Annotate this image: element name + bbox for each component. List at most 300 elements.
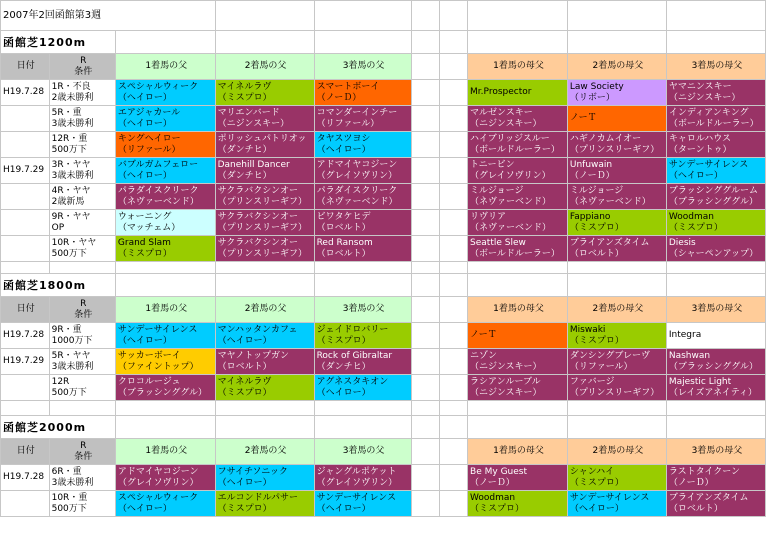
damsire-name: ファバージ <box>569 376 615 387</box>
empty-cell[interactable] <box>215 1 314 31</box>
header-damsire-label: 3着馬の母父 <box>691 61 743 71</box>
sire-cell-3 <box>314 465 411 491</box>
damsire-cell-2 <box>567 210 666 236</box>
sire-line: （ネヴァーベンド） <box>117 196 199 207</box>
damsire-line: （ボールドルーラー） <box>470 248 560 259</box>
race-date <box>1 491 50 517</box>
sire-line: （ヘイロー） <box>117 503 172 514</box>
empty-cell[interactable] <box>439 375 467 401</box>
result-row <box>1 465 766 491</box>
empty-cell[interactable] <box>1 401 50 416</box>
empty-cell[interactable] <box>439 132 467 158</box>
result-row <box>1 210 766 236</box>
empty-cell[interactable] <box>468 401 568 416</box>
sire-line: （マッチェム） <box>117 222 181 233</box>
empty-cell[interactable] <box>411 401 439 416</box>
damsire-name: ミルジョージ <box>470 185 524 196</box>
damsire-cell-1 <box>468 375 568 401</box>
damsire-cell-2 <box>567 349 666 375</box>
sire-cell-3 <box>314 349 411 375</box>
section-title <box>1 31 116 54</box>
empty-cell[interactable] <box>411 106 439 132</box>
section-title <box>1 416 116 439</box>
damsire-line: （ネヴァーベンド） <box>470 196 551 207</box>
empty-cell[interactable] <box>411 210 439 236</box>
header-date-label: 日付 <box>16 61 35 71</box>
empty-cell[interactable] <box>411 80 439 106</box>
damsire-cell-3 <box>666 323 765 349</box>
race-condition <box>49 80 115 106</box>
header-condition-label: 条件 <box>74 451 93 462</box>
sire-name: バブルガムフェロー <box>117 159 199 170</box>
header-sire-label: 2着馬の父 <box>244 304 287 314</box>
empty-cell[interactable] <box>314 262 411 274</box>
sire-line: （ネヴァーベンド） <box>316 196 398 207</box>
damsire-cell-1 <box>468 236 568 262</box>
header-row <box>1 54 766 80</box>
empty-cell[interactable] <box>439 297 467 323</box>
result-row <box>1 323 766 349</box>
empty-cell[interactable] <box>411 158 439 184</box>
header-damsire-3 <box>666 297 765 323</box>
damsire-name: マルゼンスキー <box>470 107 533 118</box>
sire-name: スペシャルウィーク <box>117 492 199 503</box>
sire-line: （ダンチヒ） <box>217 170 272 181</box>
damsire-line: （ノーＤ） <box>569 170 615 181</box>
empty-cell[interactable] <box>468 274 568 297</box>
sire-cell-1 <box>115 106 215 132</box>
header-sire-2 <box>215 297 314 323</box>
header-damsire-1 <box>468 439 568 465</box>
race-class: 3歳未勝利 <box>51 477 94 488</box>
sire-line: （ヘイロー） <box>217 477 272 488</box>
header-damsire-label: 2着馬の母父 <box>592 446 644 456</box>
empty-cell[interactable] <box>411 132 439 158</box>
empty-cell[interactable] <box>567 401 666 416</box>
sire-name: アグネスタキオン <box>316 376 389 387</box>
sire-cell-2 <box>215 323 314 349</box>
header-damsire-3 <box>666 54 765 80</box>
sire-cell-3 <box>314 106 411 132</box>
race-date <box>1 323 50 349</box>
sire-name: Rock of Gibraltar <box>316 350 393 361</box>
damsire-line: （ネヴァーベンド） <box>569 196 651 207</box>
empty-cell[interactable] <box>439 80 467 106</box>
sire-name: アドマイヤコジーン <box>316 159 398 170</box>
empty-cell[interactable] <box>215 416 314 439</box>
header-sire-2 <box>215 54 314 80</box>
sheet-body <box>1 1 766 517</box>
damsire-cell-3 <box>666 106 765 132</box>
race-date-text: H19.7.28 <box>3 87 45 97</box>
sire-cell-1 <box>115 236 215 262</box>
header-sire-3 <box>314 439 411 465</box>
sire-name: フサイチソニック <box>217 466 288 477</box>
sire-cell-3 <box>314 323 411 349</box>
damsire-cell-3 <box>666 465 765 491</box>
race-condition <box>49 465 115 491</box>
sire-cell-3 <box>314 184 411 210</box>
sire-line: （ミスプロ） <box>217 92 272 103</box>
race-class: 3歳未勝利 <box>51 361 94 372</box>
sire-line: （ヘイロー） <box>117 335 172 346</box>
sire-cell-1 <box>115 132 215 158</box>
sire-name: スペシャルウィーク <box>117 81 199 92</box>
sire-cell-2 <box>215 375 314 401</box>
damsire-cell-1 <box>468 491 568 517</box>
race-date <box>1 158 50 184</box>
empty-cell[interactable] <box>411 1 439 31</box>
race-date <box>1 132 50 158</box>
damsire-name: トニービン <box>470 159 515 170</box>
empty-cell[interactable] <box>567 274 666 297</box>
race-class: 500万下 <box>51 387 87 398</box>
sire-name: マヤノトップガン <box>217 350 290 361</box>
empty-cell[interactable] <box>468 262 568 274</box>
header-race <box>49 54 115 80</box>
header-damsire-3 <box>666 439 765 465</box>
sire-cell-1 <box>115 80 215 106</box>
section-title-row <box>1 31 766 54</box>
empty-cell[interactable] <box>567 416 666 439</box>
damsire-cell-1 <box>468 80 568 106</box>
empty-cell[interactable] <box>439 210 467 236</box>
header-condition-label: 条件 <box>74 66 93 77</box>
sire-line: （リファール） <box>117 144 181 155</box>
empty-cell[interactable] <box>411 323 439 349</box>
header-date-label: 日付 <box>16 304 35 314</box>
sire-line: （グレイソヴリン） <box>316 170 398 181</box>
header-date-label: 日付 <box>16 446 35 456</box>
header-damsire-label: 2着馬の母父 <box>592 304 644 314</box>
empty-cell[interactable] <box>439 349 467 375</box>
empty-cell[interactable] <box>666 262 765 274</box>
sire-line: （プリンスリーギフ） <box>217 222 307 233</box>
sire-name: サクラバクシンオー <box>217 237 299 248</box>
header-date <box>1 439 50 465</box>
race-class: OP <box>51 222 65 233</box>
sire-cell-1 <box>115 184 215 210</box>
empty-cell[interactable] <box>439 491 467 517</box>
sheet-title: 2007年2回函館第3週 <box>1 1 216 31</box>
empty-cell[interactable] <box>439 31 467 54</box>
race-date <box>1 80 50 106</box>
damsire-cell-3 <box>666 80 765 106</box>
empty-cell[interactable] <box>439 416 467 439</box>
result-row <box>1 491 766 517</box>
empty-cell[interactable] <box>314 401 411 416</box>
empty-cell[interactable] <box>666 274 765 297</box>
header-race-label: R <box>80 298 87 309</box>
sire-line: （ヘイロー） <box>316 503 371 514</box>
empty-cell[interactable] <box>567 1 666 31</box>
sire-name: パラダイスクリーク <box>117 185 199 196</box>
damsire-cell-2 <box>567 132 666 158</box>
damsire-line: （ミスプロ） <box>569 477 624 488</box>
sire-name: ビワタケヒデ <box>316 211 371 222</box>
empty-cell[interactable] <box>468 1 568 31</box>
damsire-line: （シャーペンアップ） <box>668 248 759 259</box>
sire-cell-3 <box>314 491 411 517</box>
damsire-name: Woodman <box>470 492 516 503</box>
sire-line: （リファール） <box>316 118 380 129</box>
race-number-going: 4R・ヤヤ <box>51 185 91 196</box>
header-damsire-label: 3着馬の母父 <box>691 304 743 314</box>
empty-cell[interactable] <box>411 262 439 274</box>
damsire-name: ダンシングブレーヴ <box>569 350 650 361</box>
empty-cell[interactable] <box>314 274 411 297</box>
damsire-line: （ニジンスキー） <box>470 361 542 372</box>
empty-cell[interactable] <box>468 416 568 439</box>
empty-cell[interactable] <box>115 262 215 274</box>
damsire-cell-2 <box>567 375 666 401</box>
section-title <box>1 274 116 297</box>
damsire-line: （レイズアネイティ） <box>668 387 758 398</box>
damsire-name: ハギノカムイオー <box>569 133 642 144</box>
empty-cell[interactable] <box>666 1 765 31</box>
damsire-cell-1 <box>468 132 568 158</box>
sire-name: クロコルージュ <box>117 376 181 387</box>
empty-cell[interactable] <box>411 439 439 465</box>
sire-line: （グレイソヴリン） <box>316 477 398 488</box>
empty-cell[interactable] <box>49 262 115 274</box>
header-row <box>1 439 766 465</box>
sire-line: （ヘイロー） <box>217 335 272 346</box>
race-number-going: 6R・重 <box>51 466 82 477</box>
race-number-going: 12R <box>51 376 70 387</box>
empty-cell[interactable] <box>439 1 467 31</box>
sire-cell-3 <box>314 80 411 106</box>
sire-cell-2 <box>215 184 314 210</box>
header-damsire-label: 2着馬の母父 <box>592 61 644 71</box>
header-sire-3 <box>314 297 411 323</box>
result-row <box>1 184 766 210</box>
sire-name: タヤスツヨシ <box>316 133 371 144</box>
sire-line: （ロベルト） <box>217 361 272 372</box>
damsire-cell-3 <box>666 132 765 158</box>
damsire-line: （ロベルト） <box>569 248 624 259</box>
sire-cell-2 <box>215 491 314 517</box>
spacer-row <box>1 262 766 274</box>
empty-cell[interactable] <box>115 401 215 416</box>
damsire-line: （リボー） <box>569 92 615 103</box>
empty-cell[interactable] <box>411 297 439 323</box>
damsire-name: Law Society <box>569 81 624 92</box>
header-damsire-1 <box>468 54 568 80</box>
damsire-name: ノーＴ <box>569 113 597 123</box>
empty-cell[interactable] <box>215 31 314 54</box>
sire-cell-2 <box>215 106 314 132</box>
race-date <box>1 375 50 401</box>
damsire-cell-2 <box>567 491 666 517</box>
damsire-line: （ネヴァーベンド） <box>470 222 551 233</box>
empty-cell[interactable] <box>468 31 568 54</box>
empty-cell[interactable] <box>115 274 215 297</box>
header-sire-1 <box>115 297 215 323</box>
spacer-row <box>1 401 766 416</box>
sire-line: （ヘイロー） <box>117 170 172 181</box>
damsire-name: Seattle Slew <box>470 237 526 248</box>
damsire-name: Nashwan <box>668 350 711 361</box>
empty-cell[interactable] <box>115 416 215 439</box>
race-date-text: H19.7.29 <box>3 165 45 175</box>
sire-line: （ノーＤ） <box>316 92 362 103</box>
damsire-name: Mr.Prospector <box>470 87 532 97</box>
header-sire-2 <box>215 439 314 465</box>
damsire-cell-1 <box>468 210 568 236</box>
damsire-cell-1 <box>468 323 568 349</box>
empty-cell[interactable] <box>49 401 115 416</box>
damsire-name: ラシアンルーブル <box>470 376 541 387</box>
empty-cell[interactable] <box>411 184 439 210</box>
damsire-name: Integra <box>668 330 702 340</box>
damsire-name: Fappiano <box>569 211 611 222</box>
damsire-line: （ロベルト） <box>668 503 723 514</box>
sire-name: マリエンバード <box>217 107 280 118</box>
race-number-going: 1R・不良 <box>51 81 91 92</box>
sire-line: （ヘイロー） <box>316 144 371 155</box>
header-date <box>1 297 50 323</box>
empty-cell[interactable] <box>314 416 411 439</box>
empty-cell[interactable] <box>666 31 765 54</box>
sire-line: （ヘイロー） <box>316 387 371 398</box>
race-date <box>1 349 50 375</box>
header-damsire-label: 1着馬の母父 <box>493 61 544 71</box>
empty-cell[interactable] <box>411 491 439 517</box>
race-date <box>1 106 50 132</box>
empty-cell[interactable] <box>439 274 467 297</box>
empty-cell[interactable] <box>411 416 439 439</box>
header-sire-3 <box>314 54 411 80</box>
sire-line: （ファイントップ） <box>117 361 199 372</box>
damsire-line: （プリンスリーギフ） <box>569 387 660 398</box>
header-damsire-2 <box>567 297 666 323</box>
damsire-cell-3 <box>666 349 765 375</box>
sire-name: マイネルラヴ <box>217 376 272 387</box>
section-title-row <box>1 416 766 439</box>
race-class: 1000万下 <box>51 335 93 346</box>
sire-line: （ニジンスキー） <box>217 118 290 129</box>
header-row <box>1 297 766 323</box>
sire-line: （ヘイロー） <box>117 92 172 103</box>
empty-cell[interactable] <box>439 323 467 349</box>
race-condition <box>49 158 115 184</box>
empty-cell[interactable] <box>411 236 439 262</box>
empty-cell[interactable] <box>439 236 467 262</box>
empty-cell[interactable] <box>411 31 439 54</box>
damsire-line: （ニジンスキー） <box>470 387 542 398</box>
empty-cell[interactable] <box>439 158 467 184</box>
race-condition <box>49 210 115 236</box>
empty-cell[interactable] <box>666 401 765 416</box>
header-sire-label: 3着馬の父 <box>342 304 385 314</box>
empty-cell[interactable] <box>439 401 467 416</box>
result-row <box>1 80 766 106</box>
damsire-line: （ノーＤ） <box>668 477 714 488</box>
damsire-cell-2 <box>567 236 666 262</box>
race-condition <box>49 323 115 349</box>
result-row <box>1 236 766 262</box>
damsire-cell-2 <box>567 158 666 184</box>
empty-cell[interactable] <box>411 54 439 80</box>
empty-cell[interactable] <box>215 401 314 416</box>
damsire-name: Majestic Light <box>668 376 732 387</box>
race-date <box>1 210 50 236</box>
empty-cell[interactable] <box>439 465 467 491</box>
race-date-text: H19.7.28 <box>3 472 45 482</box>
empty-cell[interactable] <box>1 262 50 274</box>
race-condition <box>49 236 115 262</box>
empty-cell[interactable] <box>567 31 666 54</box>
damsire-line: （ボールドルーラー） <box>470 144 560 155</box>
empty-cell[interactable] <box>439 184 467 210</box>
damsire-name: Woodman <box>668 211 714 222</box>
empty-cell[interactable] <box>314 31 411 54</box>
damsire-cell-3 <box>666 210 765 236</box>
sire-name: ジェイドロバリー <box>316 324 389 335</box>
result-row <box>1 158 766 184</box>
race-number-going: 5R・ヤヤ <box>51 350 91 361</box>
empty-cell[interactable] <box>215 274 314 297</box>
damsire-name: サンデーサイレンス <box>569 492 650 503</box>
sire-cell-2 <box>215 465 314 491</box>
empty-cell[interactable] <box>314 1 411 31</box>
race-number-going: 10R・ヤヤ <box>51 237 97 248</box>
empty-cell[interactable] <box>411 375 439 401</box>
header-sire-label: 1着馬の父 <box>145 304 188 314</box>
race-number-going: 9R・重 <box>51 324 82 335</box>
damsire-name: ラストタイクーン <box>668 466 741 477</box>
empty-cell[interactable] <box>411 465 439 491</box>
section-title-text: 函館芝2000m <box>3 420 87 434</box>
damsire-name: ニゾン <box>470 350 498 361</box>
empty-cell[interactable] <box>439 262 467 274</box>
empty-cell[interactable] <box>666 416 765 439</box>
race-condition <box>49 491 115 517</box>
sire-name: Grand Slam <box>117 237 171 248</box>
empty-cell[interactable] <box>439 439 467 465</box>
header-sire-label: 2着馬の父 <box>244 446 287 456</box>
sire-name: ウォーニング <box>117 211 172 222</box>
sire-name: サンデーサイレンス <box>316 492 396 503</box>
section-title-row <box>1 274 766 297</box>
sire-name: スマートボーイ <box>316 81 380 92</box>
damsire-line: （ミスプロ） <box>668 222 723 233</box>
damsire-line: （ボールドルーラー） <box>668 118 759 129</box>
empty-cell[interactable] <box>411 274 439 297</box>
sire-line: （プリンスリーギフ） <box>217 196 307 207</box>
result-row <box>1 349 766 375</box>
empty-cell[interactable] <box>411 349 439 375</box>
damsire-line: （グレイソヴリン） <box>470 170 551 181</box>
damsire-name: ブライアンズタイム <box>668 492 749 503</box>
empty-cell[interactable] <box>115 31 215 54</box>
damsire-cell-1 <box>468 465 568 491</box>
empty-cell[interactable] <box>439 54 467 80</box>
header-damsire-1 <box>468 297 568 323</box>
sire-name: エアジャカール <box>117 107 181 118</box>
sire-line: （ダンチヒ） <box>217 144 272 155</box>
sire-name: サクラバクシンオー <box>217 211 299 222</box>
empty-cell[interactable] <box>439 106 467 132</box>
race-date <box>1 465 50 491</box>
race-class: 500万下 <box>51 503 87 514</box>
damsire-line: （ターントゥ） <box>668 144 732 155</box>
damsire-name: サンデーサイレンス <box>668 159 749 170</box>
empty-cell[interactable] <box>567 262 666 274</box>
damsire-cell-3 <box>666 491 765 517</box>
empty-cell[interactable] <box>215 262 314 274</box>
